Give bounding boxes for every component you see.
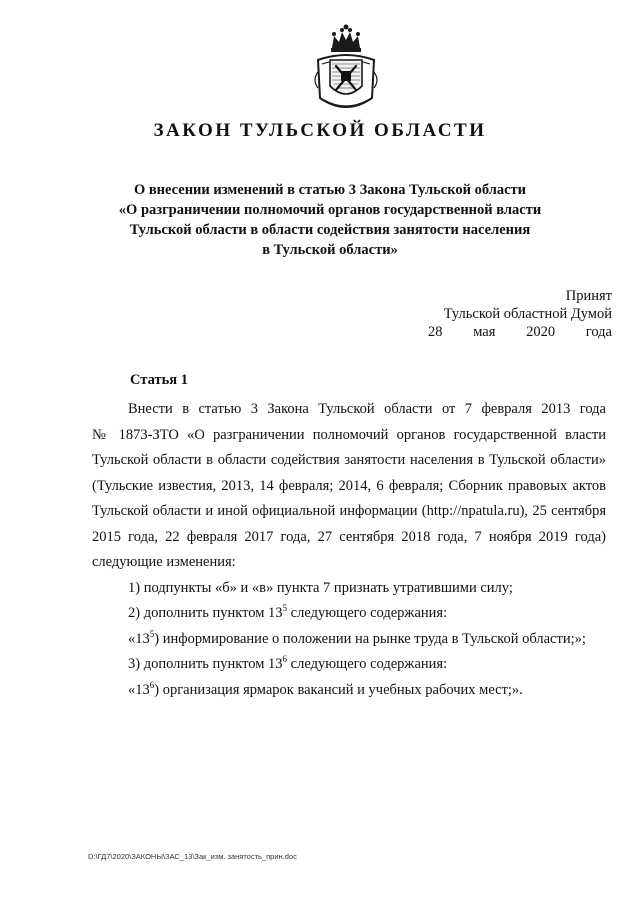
heading-line: «О разграничении полномочий органов государственной власти: [118, 202, 542, 218]
superscript: 6: [149, 679, 155, 690]
article-title: Статья 1: [130, 372, 188, 388]
item-3: 3) дополнить пунктом $13^6$ следующего содержания:: [128, 654, 448, 672]
adopted-label: Принят: [565, 288, 612, 304]
heading-line: в Тульской области»: [262, 242, 398, 258]
article-body: [92, 397, 606, 703]
intro-first-text: Внести в статью 3 Закона Тульской области от 7 февраля 2013 года: [128, 401, 606, 417]
heading-line: О внесении изменений в статью 3 Закона Тульской области: [133, 182, 527, 198]
adoption-year-word: года: [585, 324, 612, 340]
adoption-year: 2020: [526, 324, 556, 340]
superscript: 5: [282, 603, 288, 614]
adoption-date: [428, 323, 612, 341]
law-title: ЗАКОН ТУЛЬСКОЙ ОБЛАСТИ: [153, 120, 487, 141]
heading-line: Тульской области в области содействия занятости населения: [129, 222, 531, 238]
adopted-by: Тульской областной Думой: [443, 306, 612, 322]
intro-paragraph: № 1873-ЗТО «О разграничении полномочий органов государственной власти Тульской области в области содействия занятости населения в Тульской области» (Тульские известия, 2013, 14 февраля; 2014, 6 февраля; Сборник правовых актов Тульской области и иной официальной информации (http://npatula.ru), 25 сентября 2015 года, 22 февраля 2017 года, 27 сентября 2018 года, 7 ноября 2019 года) следующие изменения:: [92, 426, 606, 570]
superscript: 5: [149, 628, 155, 639]
adoption-block: [428, 287, 612, 341]
file-path-footer: D:\ГД7\2020\ЗАКОНЫ\ЗАС_13\Зак_изм. занятость_прин.doc: [88, 852, 297, 861]
item-1: 1) подпункты «б» и «в» пункта 7 признать утратившими силу;: [128, 579, 513, 596]
adoption-day: 28: [428, 324, 443, 340]
superscript: 6: [282, 654, 288, 665]
document-heading: [60, 180, 600, 260]
adoption-month: мая: [473, 324, 496, 340]
item-2: 2) дополнить пунктом $13^5$ следующего содержания:: [128, 603, 448, 621]
quote-13-6: «$13^6$) организация ярмарок вакансий и учебных рабочих мест;».: [128, 679, 523, 698]
coat-of-arms-icon: [308, 20, 384, 116]
intro-first-line: [92, 397, 606, 423]
quote-13-5: «$13^5$) информирование о положении на рынке труда в Тульской области;»;: [128, 628, 586, 647]
